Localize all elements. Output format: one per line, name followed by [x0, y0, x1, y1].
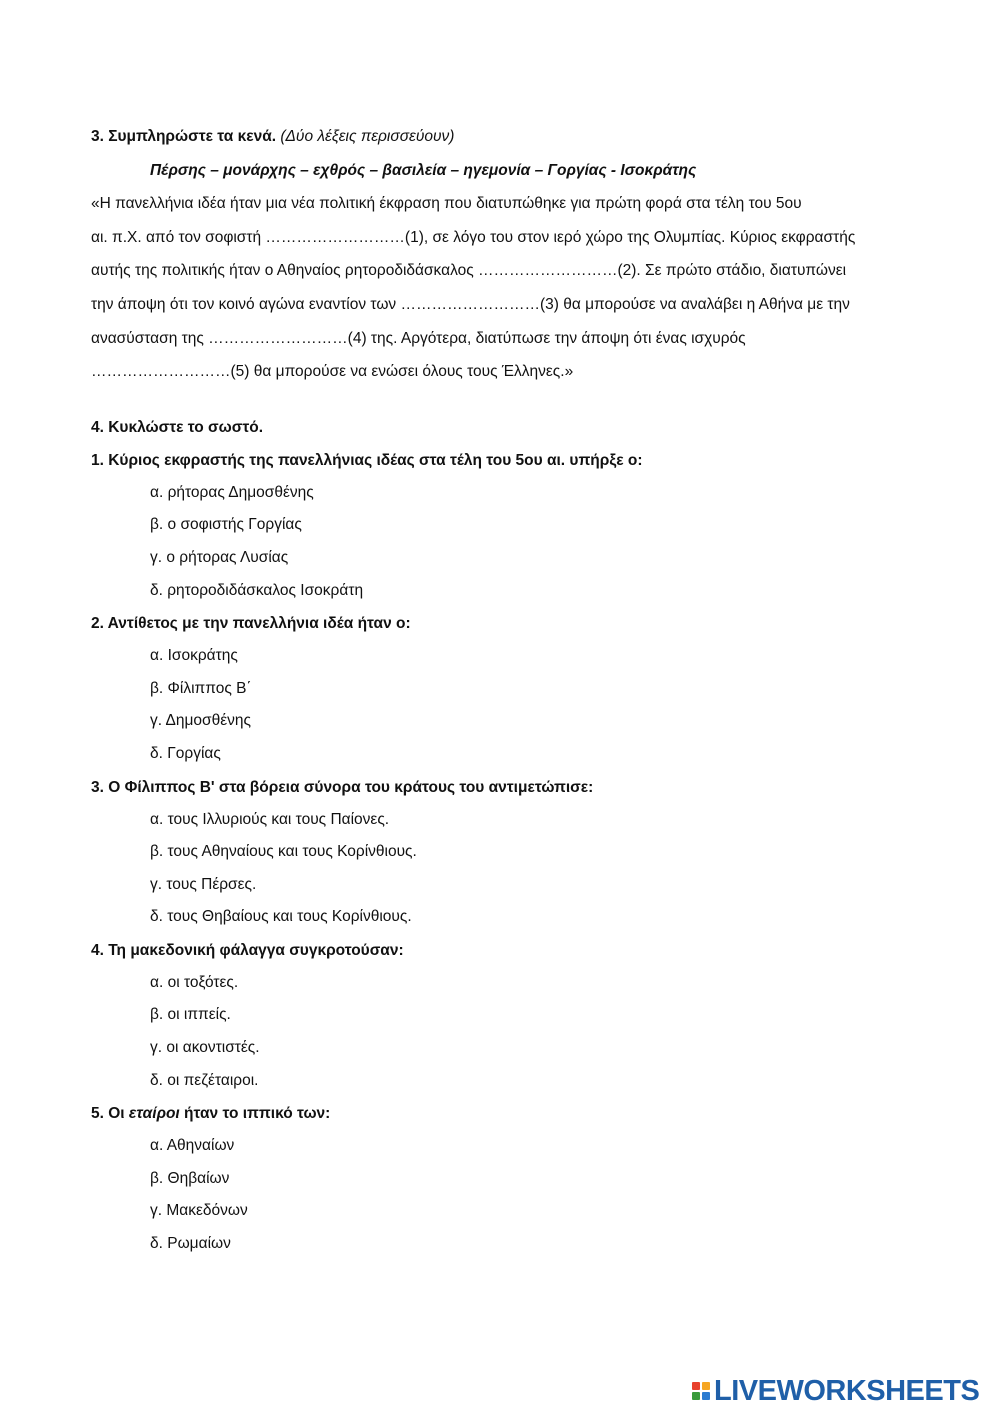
- logo-square-l: [692, 1382, 700, 1390]
- passage-line-4: την άποψη ότι τον κοινό αγώνα εναντίον των ………………………(3) θα μπορούσε να αναλάβει η Αθήνα με την: [91, 295, 850, 313]
- question-5-option-a[interactable]: α. Αθηναίων: [150, 1137, 235, 1155]
- question-5-option-d[interactable]: δ. Ρωμαίων: [150, 1235, 231, 1253]
- question-4-option-c[interactable]: γ. οι ακοντιστές.: [150, 1039, 260, 1057]
- question-5-option-b[interactable]: β. Θηβαίων: [150, 1169, 230, 1187]
- logo-square-v: [692, 1392, 700, 1400]
- question-3-prompt: 3. Ο Φίλιππος Β' στα βόρεια σύνορα του κράτους του αντιμετώπισε:: [91, 778, 594, 796]
- question-4-option-b[interactable]: β. οι ιππείς.: [150, 1006, 231, 1024]
- question-4-option-a[interactable]: α. οι τοξότες.: [150, 973, 239, 991]
- liveworksheets-logo: [692, 1376, 979, 1406]
- question-2-prompt: 2. Αντίθετος με την πανελλήνια ιδέα ήταν ο:: [91, 615, 411, 633]
- liveworksheets-logo-text: LIVEWORKSHEETS: [714, 1374, 980, 1407]
- passage-line-3: αυτής της πολιτικής ήταν ο Αθηναίος ρητοροδιδάσκαλος ………………………(2). Σε πρώτο στάδιο, διατυπώνει: [91, 262, 847, 280]
- question-5-prompt: [91, 1097, 921, 1130]
- question-2-option-a[interactable]: α. Ισοκράτης: [150, 647, 238, 665]
- question-1-option-b[interactable]: β. ο σοφιστής Γοργίας: [150, 516, 302, 534]
- question-5-option-c[interactable]: γ. Μακεδόνων: [150, 1202, 248, 1220]
- question-4-prompt: 4. Τη μακεδονική φάλαγγα συγκροτούσαν:: [91, 941, 404, 959]
- logo-square-i: [702, 1382, 710, 1390]
- worksheet-page: [91, 120, 921, 1261]
- question-3-option-c[interactable]: γ. τους Πέρσες.: [150, 875, 257, 893]
- question-2-option-b[interactable]: β. Φίλιππος Β΄: [150, 679, 252, 697]
- passage-line-2: αι. π.Χ. από τον σοφιστή ………………………(1), σε λόγο του στον ιερό χώρο της Ολυμπίας. Κύριος εκφραστής: [91, 228, 856, 246]
- logo-square-e: [702, 1392, 710, 1400]
- question-2-option-d[interactable]: δ. Γοργίας: [150, 744, 221, 762]
- question-1-option-d[interactable]: δ. ρητοροδιδάσκαλος Ισοκράτη: [150, 581, 364, 599]
- question-5-prompt-italic: εταίροι: [128, 1105, 180, 1123]
- word-bank: Πέρσης – μονάρχης – εχθρός – βασιλεία – ηγεμονία – Γοργίας - Ισοκράτης: [150, 161, 697, 179]
- passage-line-1: «Η πανελλήνια ιδέα ήταν μια νέα πολιτική έκφραση που διατυπώθηκε για πρώτη φορά στα τέλη του 5ου: [91, 195, 802, 213]
- question-3-option-b[interactable]: β. τους Αθηναίους και τους Κορίνθιους.: [150, 843, 417, 861]
- question-2-option-c[interactable]: γ. Δημοσθένης: [150, 712, 251, 730]
- question-1-prompt: 1. Κύριος εκφραστής της πανελλήνιας ιδέας στα τέλη του 5ου αι. υπήρξε ο:: [91, 451, 643, 469]
- question-1-option-a[interactable]: α. ρήτορας Δημοσθένης: [150, 483, 314, 501]
- question-3-option-d[interactable]: δ. τους Θηβαίους και τους Κορίνθιους.: [150, 908, 412, 926]
- multiple-choice-heading: 4. Κυκλώστε το σωστό.: [91, 418, 264, 436]
- question-5-prompt-start: 5. Οι: [91, 1105, 129, 1123]
- question-5-prompt-end: ήταν το ιππικό των:: [179, 1105, 331, 1123]
- question-4-option-d[interactable]: δ. οι πεζέταιροι.: [150, 1071, 259, 1089]
- fill-blanks-heading-bold: 3. Συμπληρώστε τα κενά.: [91, 128, 277, 145]
- fill-blanks-heading: [91, 120, 921, 154]
- question-1-option-c[interactable]: γ. ο ρήτορας Λυσίας: [150, 548, 289, 566]
- question-3-option-a[interactable]: α. τους Ιλλυριούς και τους Παίονες.: [150, 810, 390, 828]
- fill-blanks-heading-italic: (Δύο λέξεις περισσεύουν): [280, 128, 455, 145]
- liveworksheets-logo-icon: [692, 1382, 710, 1400]
- passage-line-6: ………………………(5) θα μπορούσε να ενώσει όλους τους Έλληνες.»: [91, 363, 574, 381]
- passage-line-5: ανασύσταση της ………………………(4) της. Αργότερα, διατύπωσε την άποψη ότι ένας ισχυρός: [91, 329, 746, 347]
